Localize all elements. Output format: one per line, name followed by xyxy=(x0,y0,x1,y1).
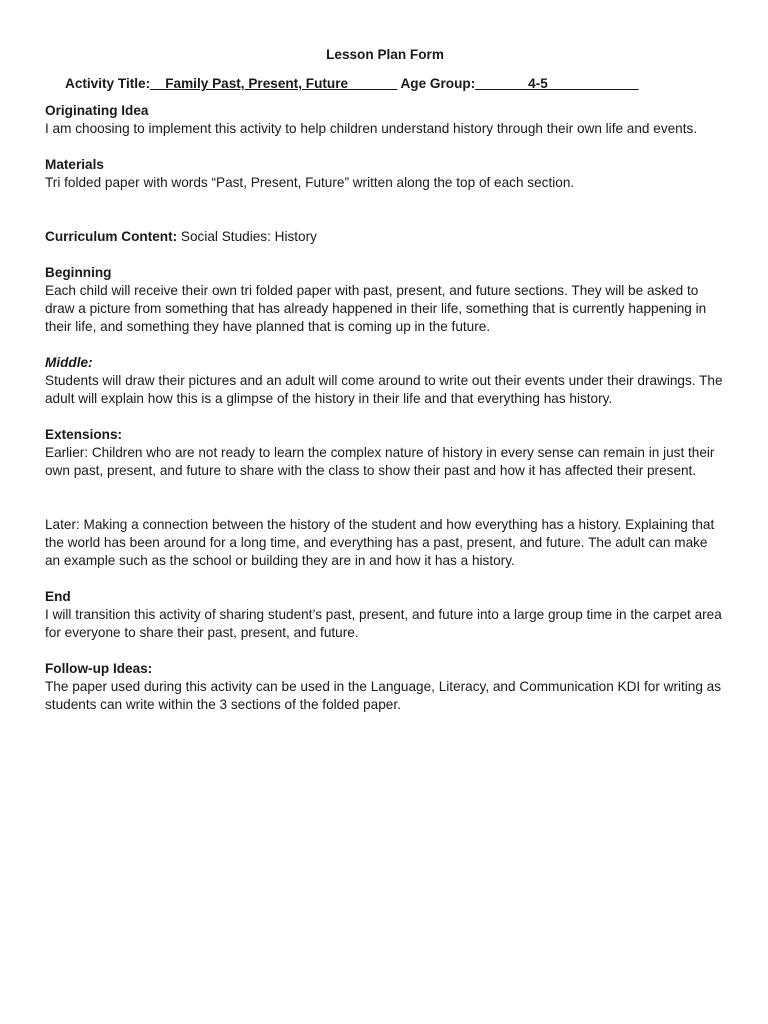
age-group-value: _______4-5____________ xyxy=(475,76,639,91)
activity-title-line xyxy=(65,74,725,93)
age-group-label: Age Group: xyxy=(397,76,476,91)
curriculum-section xyxy=(45,228,725,246)
middle-heading: Middle: xyxy=(45,355,93,370)
activity-title-value: __Family Past, Present, Future ______ xyxy=(150,76,398,91)
originating-idea-heading: Originating Idea xyxy=(45,103,149,118)
follow-up-section xyxy=(45,660,725,714)
page-title: Lesson Plan Form xyxy=(326,47,444,62)
follow-up-text: The paper used during this activity can be used in the Language, Literacy, and Communication KDI for writing as students can write within the 3 sections of the folded paper. xyxy=(45,679,722,712)
extensions-earlier-text: Earlier: Children who are not ready to learn the complex nature of history in every sense can remain in just their own past, present, and future to share with the class to show their past and how it has affected their present. xyxy=(45,445,715,478)
beginning-text: Each child will receive their own tri folded paper with past, present, and future sections. They will be asked to draw a picture from something that has already happened in their life, something that is currently happening in their life, and something they have planned that is coming up in the future. xyxy=(45,283,707,334)
originating-idea-text: I am choosing to implement this activity to help children understand history through their own life and events. xyxy=(45,121,698,136)
curriculum-text: Social Studies: History xyxy=(177,229,317,244)
extensions-later-text: Later: Making a connection between the history of the student and how everything has a history. Explaining that the world has been around for a long time, and everything has a past, present, and future. The adult can make an example such as the school or building they are in and how it has a history. xyxy=(45,517,715,568)
extensions-heading: Extensions: xyxy=(45,427,123,442)
lesson-plan-page xyxy=(45,46,725,714)
beginning-section xyxy=(45,264,725,336)
beginning-heading: Beginning xyxy=(45,265,112,280)
end-section xyxy=(45,588,725,642)
end-text: I will transition this activity of sharing student’s past, present, and future into a large group time in the carpet area for everyone to share their past, present, and future. xyxy=(45,607,722,640)
middle-text: Students will draw their pictures and an adult will come around to write out their events under their drawings. The adult will explain how this is a glimpse of the history in their life and that everything has history. xyxy=(45,373,723,406)
materials-heading: Materials xyxy=(45,157,104,172)
curriculum-line xyxy=(45,228,725,246)
originating-idea-section xyxy=(45,102,725,138)
end-heading: End xyxy=(45,589,71,604)
materials-section xyxy=(45,156,725,192)
middle-section xyxy=(45,354,725,408)
follow-up-heading: Follow-up Ideas: xyxy=(45,661,153,676)
materials-text: Tri folded paper with words “Past, Present, Future” written along the top of each section. xyxy=(45,175,575,190)
extensions-section xyxy=(45,426,725,570)
curriculum-heading: Curriculum Content: xyxy=(45,229,178,244)
activity-title-label: Activity Title: xyxy=(65,76,151,91)
